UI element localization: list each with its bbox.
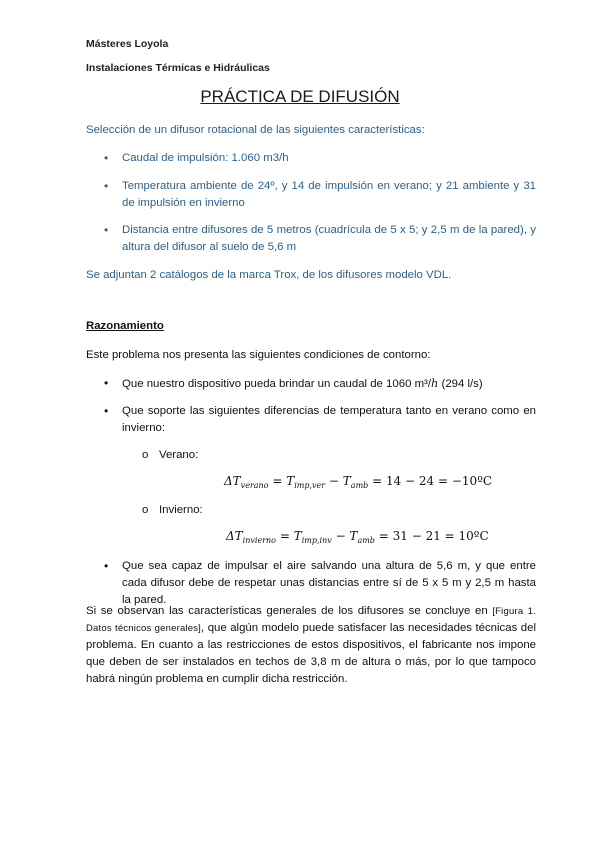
conclusion-text: Si se observan las características generales de los difusores se concluye en [86,605,493,617]
page-title: PRÁCTICA DE DIFUSIÓN [200,87,400,106]
conclusion-text: , que algún modelo puede satisfacer las necesidades técnicas del problema. En cuanto a las restricciones de estos dispositivos, el fabricante nos impone que deben de ser instalados en techos de 3,8 m de altura o más, por lo que tampoco habrá ningún problema en cumplir dicha restricción. [86,622,536,685]
eq-term: T [286,474,295,488]
header-course: Instalaciones Térmicas e Hidráulicas [86,62,270,74]
header-institution: Másteres Loyola [86,38,169,50]
eq-sub: imp,inv [301,536,332,545]
intro-closing: Se adjuntan 2 catálogos de la marca Trox, de los difusores modelo VDL. [86,269,452,281]
intro-bullet-distance: Distancia entre difusores de 5 metros (cuadrícula de 5 x 5; y 2,5 m de la pared), y altura del difusor al suelo de 5,6 m [122,224,536,253]
reasoning-lead: Este problema nos presenta las siguientes condiciones de contorno: [86,349,431,361]
eq-result: = 14 − 24 = −10ºC [368,474,493,488]
reasoning-bullet-flow [122,375,536,393]
hour-unit: h [431,376,439,390]
eq-equals: = [276,529,294,543]
bullet-marker: • [104,151,109,165]
eq-sub: amb [357,536,375,545]
eq-result: = 31 − 21 = 10ºC [374,529,489,543]
intro-bullet-flow: Caudal de impulsión: 1.060 m3/h [122,152,289,164]
conclusion-paragraph [86,603,536,688]
bullet-marker: • [104,223,109,237]
reasoning-bullet-height: Que sea capaz de impulsar el aire salvando una altura de 5,6 m, y que entre cada difusor debe de respetar unas distancias entre sí de 5 x 5 m y 2,5 m hasta la pared. [122,560,536,606]
eq-delta: ΔT [226,529,243,543]
eq-minus: − [325,474,343,488]
summer-label: Verano: [159,449,199,461]
eq-sub: imp,ver [294,481,326,490]
eq-equals: = [268,474,287,488]
eq-term: T [342,474,351,488]
figure-reference: [Figura 1. Datos técnicos generales] [86,606,536,634]
winter-label: Invierno: [159,504,203,516]
bullet-marker: • [104,559,109,573]
eq-minus: − [331,529,350,543]
flow-litres: (294 l/s) [438,378,483,390]
eq-delta: ΔT [224,474,241,488]
eq-term: T [349,529,358,543]
intro-bullet-temperature: Temperatura ambiente de 24º, y 14 de impulsión en verano; y 21 ambiente y 31 de impulsión en invierno [122,180,536,209]
eq-term: T [293,529,302,543]
bullet-marker: • [104,179,109,193]
bullet-marker: • [104,404,109,418]
sub-bullet-marker: o [142,504,149,516]
eq-sub: amb [350,481,369,490]
bullet-marker: • [104,376,109,390]
intro-lead: Selección de un difusor rotacional de las siguientes características: [86,124,425,136]
reasoning-bullet-temperature: Que soporte las siguientes diferencias de temperatura tanto en verano como en invierno: [122,405,536,434]
section-heading: Razonamiento [86,320,164,332]
sub-bullet-marker: o [142,449,149,461]
eq-sub: invierno [242,536,276,545]
flow-text: Que nuestro dispositivo pueda brindar un caudal de 1060 m³/ [122,378,432,390]
eq-sub: verano [240,481,269,490]
